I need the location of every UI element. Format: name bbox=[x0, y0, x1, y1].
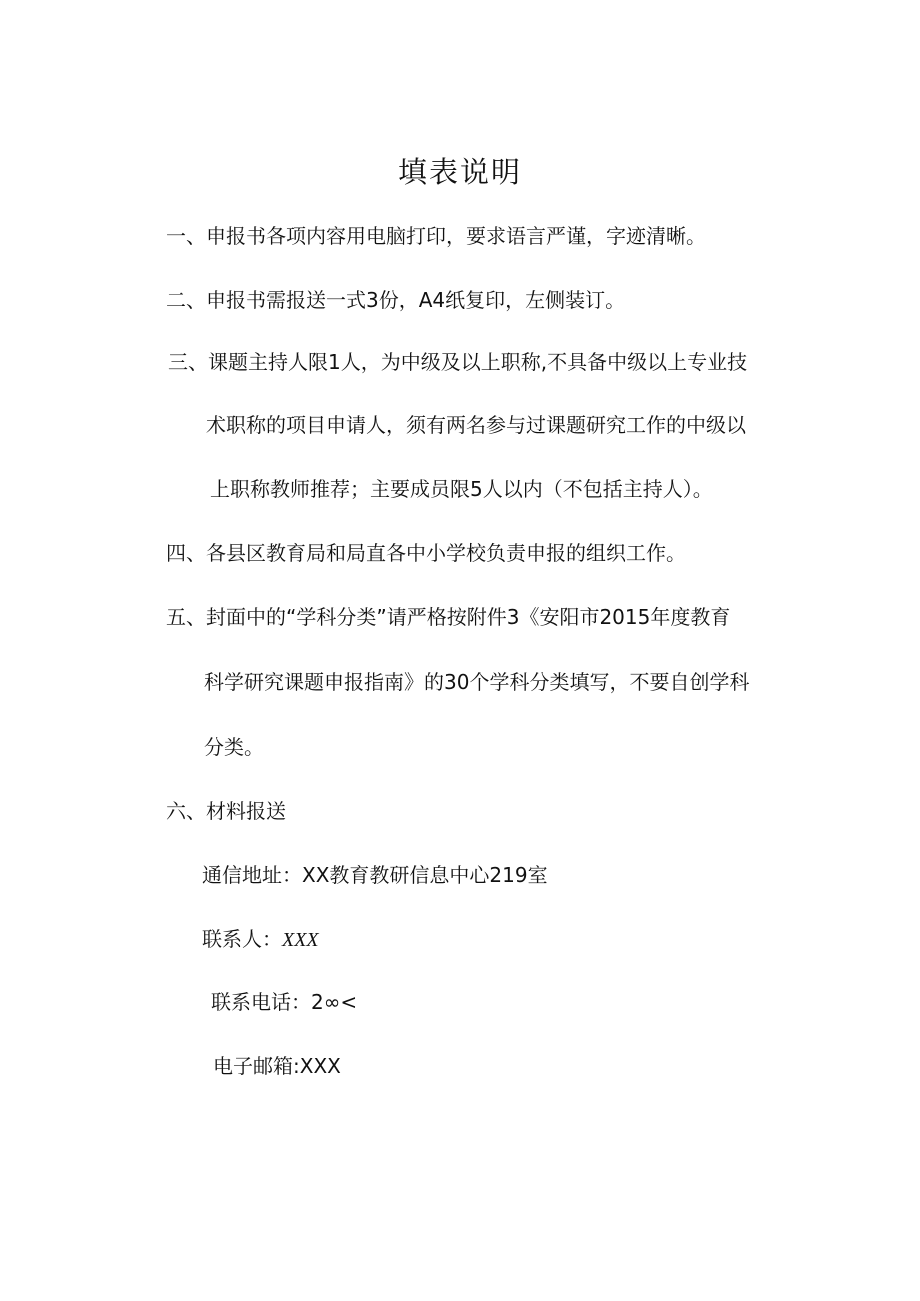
instruction-item-6: 六、材料报送 bbox=[166, 799, 286, 823]
contact-email-label: 电子邮箱: bbox=[213, 1054, 300, 1078]
page-title: 填表说明 bbox=[397, 155, 522, 189]
contact-person-label: 联系人： bbox=[202, 927, 282, 951]
instruction-item-5-line-3: 分类。 bbox=[204, 735, 264, 759]
contact-email bbox=[213, 1052, 341, 1080]
contact-phone-value: 2∞< bbox=[311, 990, 358, 1014]
contact-person bbox=[202, 925, 319, 954]
instruction-item-2: 二、申报书需报送一式3份，A4纸复印，左侧装订。 bbox=[166, 288, 626, 312]
contact-address-value: XX教育教研信息中心219室 bbox=[302, 863, 548, 887]
instruction-item-3-line-3: 上职称教师推荐；主要成员限5人以内（不包括主持人）。 bbox=[210, 477, 713, 501]
instruction-item-5-line-1: 五、封面中的“学科分类”请严格按附件3《安阳市2015年度教育 bbox=[166, 605, 731, 629]
instruction-item-1: 一、申报书各项内容用电脑打印，要求语言严谨，字迹清晰。 bbox=[166, 224, 706, 248]
contact-person-value: XXX bbox=[282, 929, 319, 951]
contact-address bbox=[202, 861, 548, 889]
instruction-item-5-line-2: 科学研究课题申报指南》的30个学科分类填写，不要自创学科 bbox=[204, 670, 750, 694]
instruction-item-3-line-2: 术职称的项目申请人，须有两名参与过课题研究工作的中级以 bbox=[206, 413, 746, 437]
instruction-item-4: 四、各县区教育局和局直各中小学校负责申报的组织工作。 bbox=[166, 541, 686, 565]
contact-address-label: 通信地址： bbox=[202, 863, 302, 887]
contact-email-value: XXX bbox=[299, 1054, 341, 1078]
contact-phone bbox=[211, 988, 357, 1016]
contact-phone-label: 联系电话： bbox=[211, 990, 311, 1014]
instruction-item-3-line-1: 三、课题主持人限1人，为中级及以上职称,不具备中级以上专业技 bbox=[168, 350, 748, 374]
